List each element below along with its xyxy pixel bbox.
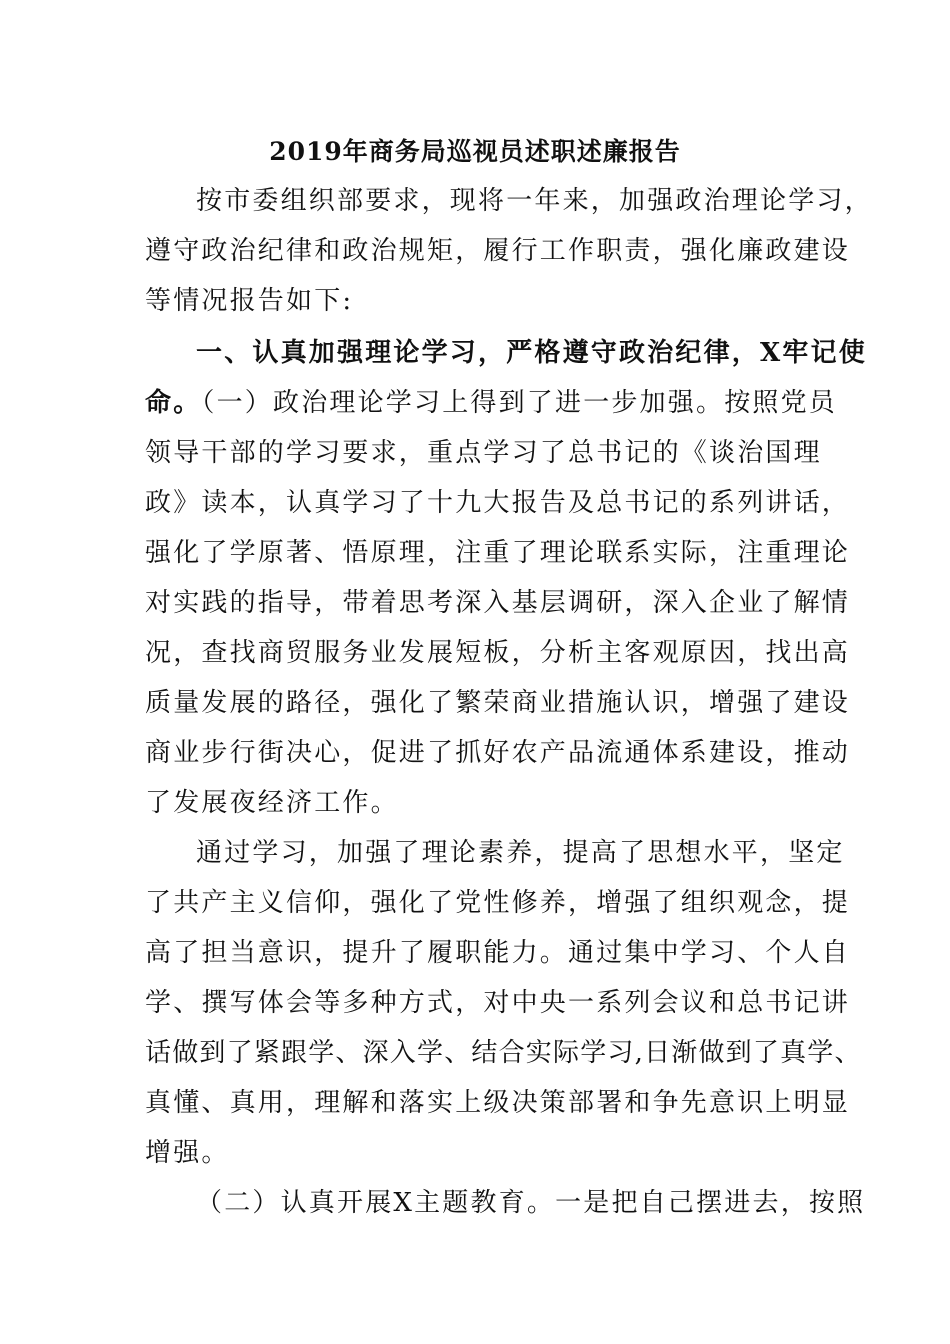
paragraph-line: 了发展夜经济工作。: [145, 788, 399, 818]
paragraph-line: 对实践的指导，带着思考深入基层调研，深入企业了解情: [145, 588, 851, 618]
paragraph-line: 况，查找商贸服务业发展短板，分析主客观原因，找出高: [145, 638, 851, 668]
paragraph-line: 遵守政治纪律和政治规矩，履行工作职责，强化廉政建设: [145, 236, 851, 266]
paragraph-line: 高了担当意识，提升了履职能力。通过集中学习、个人自: [145, 938, 851, 968]
paragraph-line: 按市委组织部要求，现将一年来，加强政治理论学习，: [196, 186, 873, 216]
paragraph-line: 政》读本，认真学习了十九大报告及总书记的系列讲话，: [145, 488, 851, 518]
paragraph-line: 学、撰写体会等多种方式，对中央一系列会议和总书记讲: [145, 988, 851, 1018]
section-heading-end: 命。: [145, 388, 202, 418]
paragraph-line: 话做到了紧跟学、深入学、结合实际学习,日渐做到了真学、: [145, 1038, 862, 1068]
paragraph-line: 领导干部的学习要求，重点学习了总书记的《谈治国理: [145, 438, 822, 468]
paragraph-line: 真懂、真用，理解和落实上级决策部署和争先意识上明显: [145, 1088, 851, 1118]
paragraph-line: 了共产主义信仰，强化了党性修养，增强了组织观念，提: [145, 888, 851, 918]
paragraph-line: [145, 378, 837, 428]
paragraph-line: 商业步行街决心，促进了抓好农产品流通体系建设，推动: [145, 738, 851, 768]
paragraph-line: 等情况报告如下:: [145, 286, 354, 316]
document-title: 2019年商务局巡视员述职述廉报告: [269, 137, 681, 166]
paragraph-line: 质量发展的路径，强化了繁荣商业措施认识，增强了建设: [145, 688, 851, 718]
section-heading: 一、认真加强理论学习，严格遵守政治纪律，X牢记使: [196, 338, 867, 368]
paragraph-line: 增强。: [145, 1138, 230, 1168]
paragraph-line: 强化了学原著、悟原理，注重了理论联系实际，注重理论: [145, 538, 851, 568]
paragraph-line: （二）认真开展X主题教育。一是把自己摆进去，按照: [196, 1188, 866, 1218]
subsection-text: （一）政治理论学习上得到了进一步加强。按照党员: [201, 388, 838, 418]
paragraph-line: 通过学习，加强了理论素养，提高了思想水平，坚定: [196, 838, 845, 868]
